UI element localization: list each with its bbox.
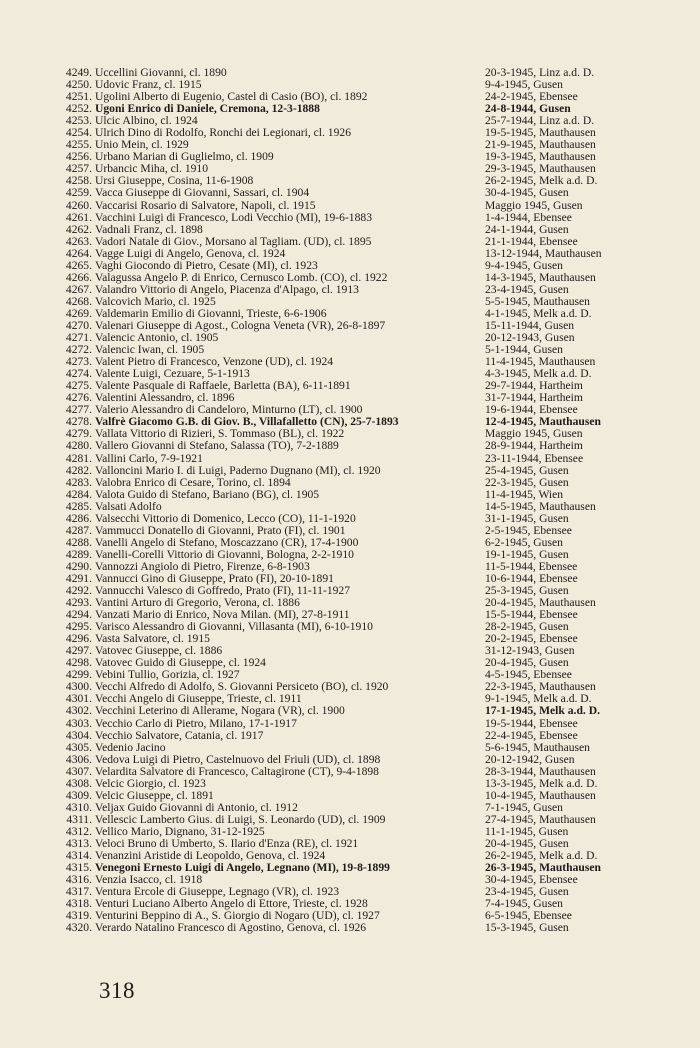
list-entry bbox=[52, 501, 652, 513]
list-entry bbox=[52, 922, 652, 934]
entry-death: 9-1-1945, Melk a.d. D. bbox=[485, 693, 592, 706]
entry-number: 4305. bbox=[65, 740, 92, 754]
entry-number: 4275. bbox=[65, 379, 92, 393]
entry-name: Vagge Luigi di Angelo, Genova, cl. 1924 bbox=[95, 247, 286, 260]
entry-number: 4261. bbox=[65, 210, 92, 224]
entry-number: 4276. bbox=[65, 391, 92, 405]
entry-number: 4312. bbox=[65, 824, 92, 838]
entry-death: 28-2-1945, Gusen bbox=[485, 621, 569, 634]
list-entry bbox=[52, 272, 652, 284]
entry-number: 4274. bbox=[65, 367, 92, 381]
entry-name: Vatovec Guido di Giuseppe, cl. 1924 bbox=[95, 657, 266, 670]
entry-name: Valencic Antonio, cl. 1905 bbox=[95, 332, 219, 345]
list-entry bbox=[52, 537, 652, 549]
list-entry bbox=[52, 705, 652, 717]
entry-death: 20-4-1945, Mauthausen bbox=[485, 597, 596, 610]
entry-name: Varisco Alessandro di Giovanni, Villasanta (MI), 6-10-1910 bbox=[95, 621, 373, 634]
entry-death: 4-1-1945, Melk a.d. D. bbox=[485, 307, 592, 320]
entry-number: 4267. bbox=[65, 282, 92, 296]
list-entry bbox=[52, 802, 652, 814]
entry-number: 4255. bbox=[65, 138, 92, 152]
entry-name: Valente Luigi, Cezuare, 5-1-1913 bbox=[95, 368, 250, 381]
list-entry bbox=[52, 127, 652, 139]
entry-name: Vecchi Alfredo di Adolfo, S. Giovanni Persiceto (BO), cl. 1920 bbox=[95, 681, 389, 694]
entry-number: 4263. bbox=[65, 234, 92, 248]
list-entry bbox=[52, 525, 652, 537]
list-entry bbox=[52, 826, 652, 838]
entry-name: Valloncini Mario I. di Luigi, Paderno Dugnano (MI), cl. 1920 bbox=[95, 464, 381, 477]
entry-name: Valsecchi Vittorio di Domenico, Lecco (CO), 11-1-1920 bbox=[95, 512, 356, 525]
entry-number: 4308. bbox=[65, 776, 92, 790]
list-entry bbox=[52, 67, 652, 79]
entry-name: Valdemarin Emilio di Giovanni, Trieste, 6-6-1906 bbox=[95, 307, 327, 320]
list-entry bbox=[52, 730, 652, 742]
entry-number: 4252. bbox=[65, 102, 92, 116]
entry-death: 20-3-1945, Linz a.d. D. bbox=[485, 67, 595, 79]
entry-death: 10-6-1944, Ebensee bbox=[485, 572, 578, 585]
entry-name: Vaghi Giocondo di Pietro, Cesate (MI), cl. 1923 bbox=[95, 259, 318, 272]
list-entry bbox=[52, 790, 652, 802]
entry-name: Ugolini Alberto di Eugenio, Castel di Casio (BO), cl. 1892 bbox=[95, 91, 368, 104]
list-entry bbox=[52, 862, 652, 874]
entry-death: 7-4-1945, Gusen bbox=[485, 898, 563, 911]
entry-name: Vacchini Luigi di Francesco, Lodi Vecchio (MI), 19-6-1883 bbox=[95, 211, 372, 224]
list-entry bbox=[52, 151, 652, 163]
entry-name: Vedova Luigi di Pietro, Castelnuovo del Friuli (UD), cl. 1898 bbox=[95, 753, 381, 766]
entry-number: 4295. bbox=[65, 620, 92, 634]
list-entry bbox=[52, 585, 652, 597]
entry-name: Vecchio Salvatore, Catania, cl. 1917 bbox=[95, 729, 264, 742]
list-entry bbox=[52, 224, 652, 236]
entry-death: 30-4-1945, Gusen bbox=[485, 187, 569, 200]
entry-death: 26-2-1945, Melk a.d. D. bbox=[485, 175, 598, 188]
list-entry bbox=[52, 513, 652, 525]
entry-death: 14-3-1945, Mauthausen bbox=[485, 271, 596, 284]
list-entry bbox=[52, 187, 652, 199]
entry-death: 19-5-1945, Mauthausen bbox=[485, 127, 596, 140]
list-entry bbox=[52, 597, 652, 609]
entry-death: 31-7-1944, Hartheim bbox=[485, 392, 583, 405]
entry-name: Vebini Tullio, Gorizia, cl. 1927 bbox=[95, 669, 240, 682]
entry-death: 19-1-1945, Gusen bbox=[485, 548, 569, 561]
entry-number: 4314. bbox=[65, 849, 92, 863]
entry-death: 9-4-1945, Gusen bbox=[485, 259, 563, 272]
entry-death: 22-3-1945, Mauthausen bbox=[485, 681, 596, 694]
entry-death: 19-6-1944, Ebensee bbox=[485, 404, 578, 417]
entry-number: 4270. bbox=[65, 318, 92, 332]
entry-name: Urbancic Miha, cl. 1910 bbox=[95, 163, 209, 176]
entry-name: Vacca Giuseppe di Giovanni, Sassari, cl. 1904 bbox=[95, 187, 310, 200]
entry-name: Valent Pietro di Francesco, Venzone (UD), cl. 1924 bbox=[95, 356, 334, 369]
entry-number: 4269. bbox=[65, 306, 92, 320]
entry-name: Vatovec Giuseppe, cl. 1886 bbox=[95, 645, 223, 658]
entry-death: 21-9-1945, Mauthausen bbox=[485, 139, 596, 152]
list-entry bbox=[52, 718, 652, 730]
entry-name: Udovic Franz, cl. 1915 bbox=[95, 79, 202, 92]
list-entry bbox=[52, 428, 652, 440]
entry-death: 20-2-1945, Ebensee bbox=[485, 633, 578, 646]
entry-name: Valcovich Mario, cl. 1925 bbox=[95, 295, 216, 308]
entry-death: 22-3-1945, Gusen bbox=[485, 476, 569, 489]
entry-name: Venanzini Aristide di Leopoldo, Genova, cl. 1924 bbox=[95, 850, 326, 863]
entry-name: Vedenio Jacino bbox=[95, 741, 166, 754]
list-entry bbox=[52, 79, 652, 91]
list-entry bbox=[52, 645, 652, 657]
entry-name: Vecchi Angelo di Giuseppe, Trieste, cl. 1911 bbox=[95, 693, 302, 706]
list-entry bbox=[52, 260, 652, 272]
entry-number: 4285. bbox=[65, 499, 92, 513]
entry-number: 4304. bbox=[65, 728, 92, 742]
entry-name: Valentini Alessandro, cl. 1896 bbox=[95, 392, 235, 405]
entry-number: 4271. bbox=[65, 331, 92, 345]
list-entry bbox=[52, 754, 652, 766]
list-entry bbox=[52, 633, 652, 645]
entry-number: 4310. bbox=[65, 800, 92, 814]
list-entry bbox=[52, 561, 652, 573]
list-entry bbox=[52, 693, 652, 705]
list-entry bbox=[52, 657, 652, 669]
entry-number: 4289. bbox=[65, 547, 92, 561]
entry-death: 29-3-1945, Mauthausen bbox=[485, 163, 596, 176]
entry-name: Unio Mein, cl. 1929 bbox=[95, 139, 189, 152]
entry-death: 5-6-1945, Mauthausen bbox=[485, 741, 590, 754]
entry-number: 4259. bbox=[65, 186, 92, 200]
entry-name: Velcic Giorgio, cl. 1923 bbox=[95, 777, 206, 790]
entry-death: 11-1-1945, Gusen bbox=[485, 825, 569, 838]
list-entry bbox=[52, 200, 652, 212]
entry-death: 19-3-1945, Mauthausen bbox=[485, 151, 596, 164]
entry-number: 4297. bbox=[65, 644, 92, 658]
entry-number: 4320. bbox=[65, 921, 92, 935]
entry-number: 4280. bbox=[65, 439, 92, 453]
entry-death: 7-1-1945, Gusen bbox=[485, 801, 563, 814]
entry-number: 4282. bbox=[65, 463, 92, 477]
list-entry bbox=[52, 874, 652, 886]
entry-death: 20-12-1942, Gusen bbox=[485, 753, 575, 766]
entry-name: Ugoni Enrico di Daniele, Cremona, 12-3-1888 bbox=[95, 103, 320, 116]
entry-number: 4317. bbox=[65, 885, 92, 899]
entry-death: 26-2-1945, Melk a.d. D. bbox=[485, 850, 598, 863]
entry-death: 1-4-1944, Ebensee bbox=[485, 211, 572, 224]
entry-death: 30-4-1945, Ebensee bbox=[485, 874, 578, 887]
entry-death: 24-8-1944, Gusen bbox=[485, 103, 571, 116]
entry-name: Vannucci Gino di Giuseppe, Prato (FI), 20-10-1891 bbox=[95, 572, 334, 585]
list-entry bbox=[52, 440, 652, 452]
entry-name: Vanzati Mario di Enrico, Nova Milan. (MI), 27-8-1911 bbox=[95, 609, 350, 622]
list-entry bbox=[52, 814, 652, 826]
entry-number: 4288. bbox=[65, 535, 92, 549]
list-entry bbox=[52, 248, 652, 260]
list-entry bbox=[52, 175, 652, 187]
entry-death: 21-1-1944, Ebensee bbox=[485, 235, 578, 248]
entry-name: Vecchio Carlo di Pietro, Milano, 17-1-1917 bbox=[95, 717, 297, 730]
entry-name: Valerio Alessandro di Candeloro, Minturno (LT), cl. 1900 bbox=[95, 404, 363, 417]
entry-name: Velcic Giuseppe, cl. 1891 bbox=[95, 789, 214, 802]
entry-name: Valota Guido di Stefano, Bariano (BG), cl. 1905 bbox=[95, 488, 320, 501]
entry-number: 4313. bbox=[65, 837, 92, 850]
entry-death: 19-5-1944, Ebensee bbox=[485, 717, 578, 730]
list-entry bbox=[52, 477, 652, 489]
list-entry bbox=[52, 404, 652, 416]
entry-death: 31-12-1943, Gusen bbox=[485, 645, 575, 658]
entry-number: 4256. bbox=[65, 150, 92, 164]
entry-number: 4273. bbox=[65, 355, 92, 369]
entry-death: 27-4-1945, Mauthausen bbox=[485, 813, 596, 826]
entry-name: Vadori Natale di Giov., Morsano al Tagliam. (UD), cl. 1895 bbox=[95, 235, 372, 248]
entry-name: Vallata Vittorio di Rizieri, S. Tommaso (BL), cl. 1922 bbox=[95, 428, 345, 441]
list-entry bbox=[52, 681, 652, 693]
entry-death: 24-2-1945, Ebensee bbox=[485, 91, 578, 104]
entry-number: 4258. bbox=[65, 174, 92, 188]
entry-number: 4315. bbox=[65, 861, 92, 875]
list-entry bbox=[52, 163, 652, 175]
entry-name: Valandro Vittorio di Angelo, Piacenza d'Alpago, cl. 1913 bbox=[95, 283, 359, 296]
entry-death: 23-4-1945, Gusen bbox=[485, 283, 569, 296]
entry-name: Vasta Salvatore, cl. 1915 bbox=[95, 633, 210, 646]
entry-number: 4272. bbox=[65, 343, 92, 357]
entry-name: Vanelli-Corelli Vittorio di Giovanni, Bologna, 2-2-1910 bbox=[95, 548, 354, 561]
entry-death: 6-5-1945, Ebensee bbox=[485, 910, 572, 923]
entry-number: 4253. bbox=[65, 114, 92, 128]
entry-death: 20-12-1943, Gusen bbox=[485, 332, 575, 345]
list-entry bbox=[52, 549, 652, 561]
entry-number: 4319. bbox=[65, 909, 92, 923]
entry-death: 26-3-1945, Mauthausen bbox=[485, 862, 601, 875]
entry-death: 15-3-1945, Gusen bbox=[485, 922, 569, 935]
entry-name: Valobra Enrico di Cesare, Torino, cl. 1894 bbox=[95, 476, 291, 489]
entry-death: 4-5-1945, Ebensee bbox=[485, 669, 572, 682]
entry-name: Venturini Beppino di A., S. Giorgio di Nogaro (UD), cl. 1927 bbox=[95, 910, 380, 923]
entry-number: 4278. bbox=[65, 415, 92, 429]
list-entry bbox=[52, 453, 652, 465]
list-entry bbox=[52, 332, 652, 344]
entry-number: 4286. bbox=[65, 511, 92, 525]
entry-number: 4284. bbox=[65, 487, 92, 501]
entry-death: 5-1-1944, Gusen bbox=[485, 344, 563, 357]
deportee-list bbox=[52, 67, 652, 934]
entry-name: Vellico Mario, Dignano, 31-12-1925 bbox=[95, 825, 265, 838]
entry-name: Vanelli Angelo di Stefano, Moscazzano (CR), 17-4-1900 bbox=[95, 536, 359, 549]
entry-name: Vellescic Lamberto Gius. di Luigi, S. Leonardo (UD), cl. 1909 bbox=[95, 813, 386, 826]
entry-number: 4268. bbox=[65, 294, 92, 308]
list-entry bbox=[52, 742, 652, 754]
entry-number: 4287. bbox=[65, 523, 92, 537]
entry-death: 23-4-1945, Gusen bbox=[485, 886, 569, 899]
entry-death: 23-11-1944, Ebensee bbox=[485, 452, 584, 465]
entry-number: 4291. bbox=[65, 571, 92, 585]
entry-name: Vammucci Donatello di Giovanni, Prato (FI), cl. 1901 bbox=[95, 524, 346, 537]
entry-death: 20-4-1945, Gusen bbox=[485, 838, 569, 850]
entry-name: Vannucchi Valesco di Goffredo, Prato (FI), 11-11-1927 bbox=[95, 585, 351, 598]
entry-number: 4298. bbox=[65, 656, 92, 670]
entry-number: 4264. bbox=[65, 246, 92, 260]
entry-name: Vecchini Leterino di Allerame, Nogara (VR), cl. 1900 bbox=[95, 705, 345, 718]
entry-name: Vallero Giovanni di Stefano, Salassa (TO), 7-2-1889 bbox=[95, 440, 339, 453]
entry-number: 4299. bbox=[65, 668, 92, 682]
list-entry bbox=[52, 308, 652, 320]
entry-death: Maggio 1945, Gusen bbox=[485, 199, 583, 212]
list-entry bbox=[52, 344, 652, 356]
entry-death: 15-11-1944, Gusen bbox=[485, 319, 575, 332]
list-entry bbox=[52, 838, 652, 850]
list-entry bbox=[52, 236, 652, 248]
list-entry bbox=[52, 212, 652, 224]
list-entry bbox=[52, 103, 652, 115]
entry-number: 4277. bbox=[65, 403, 92, 417]
entry-number: 4260. bbox=[65, 198, 92, 212]
entry-number: 4318. bbox=[65, 897, 92, 911]
entry-number: 4281. bbox=[65, 451, 92, 465]
entry-name: Valencic Iwan, cl. 1905 bbox=[95, 344, 205, 357]
entry-death: 25-4-1945, Gusen bbox=[485, 464, 569, 477]
entry-name: Venzia Isacco, cl. 1918 bbox=[95, 874, 203, 887]
entry-name: Vallini Carlo, 7-9-1921 bbox=[95, 452, 203, 465]
entry-death: 15-5-1944, Ebensee bbox=[485, 609, 578, 622]
list-entry bbox=[52, 115, 652, 127]
list-entry bbox=[52, 356, 652, 368]
entry-number: 4251. bbox=[65, 90, 92, 104]
entry-death: 4-3-1945, Melk a.d. D. bbox=[485, 368, 592, 381]
entry-number: 4307. bbox=[65, 764, 92, 778]
entry-number: 4262. bbox=[65, 222, 92, 236]
entry-name: Ulcic Albino, cl. 1924 bbox=[95, 115, 198, 128]
entry-number: 4254. bbox=[65, 126, 92, 140]
entry-name: Veljax Guido Giovanni di Antonio, cl. 1912 bbox=[95, 801, 298, 814]
entry-number: 4292. bbox=[65, 584, 92, 598]
entry-number: 4257. bbox=[65, 162, 92, 176]
list-entry bbox=[52, 392, 652, 404]
entry-death: 17-1-1945, Melk a.d. D. bbox=[485, 705, 600, 718]
entry-number: 4311. bbox=[66, 812, 92, 826]
list-entry bbox=[52, 778, 652, 790]
entry-death: 24-1-1944, Gusen bbox=[485, 223, 569, 236]
entry-number: 4265. bbox=[65, 258, 92, 272]
entry-name: Velardita Salvatore di Francesco, Caltagirone (CT), 9-4-1898 bbox=[95, 765, 379, 778]
entry-death: 11-5-1944, Ebensee bbox=[485, 560, 578, 573]
entry-name: Vantini Arturo di Gregorio, Verona, cl. 1886 bbox=[95, 597, 300, 610]
entry-number: 4296. bbox=[65, 632, 92, 646]
entry-name: Vadnali Franz, cl. 1898 bbox=[95, 223, 203, 236]
list-entry bbox=[52, 380, 652, 392]
entry-number: 4290. bbox=[65, 559, 92, 573]
entry-name: Valenari Giuseppe di Agost., Cologna Veneta (VR), 26-8-1897 bbox=[95, 319, 386, 332]
list-entry bbox=[52, 609, 652, 621]
entry-name: Vannozzi Angiolo di Pietro, Firenze, 6-8-1903 bbox=[95, 560, 310, 573]
entry-number: 4279. bbox=[65, 427, 92, 441]
list-entry bbox=[52, 416, 652, 428]
entry-name: Verardo Natalino Francesco di Agostino, Genova, cl. 1926 bbox=[95, 922, 367, 935]
entry-number: 4309. bbox=[65, 788, 92, 802]
entry-number: 4293. bbox=[65, 596, 92, 610]
entry-death: 25-3-1945, Gusen bbox=[485, 585, 569, 598]
entry-death: 5-5-1945, Mauthausen bbox=[485, 295, 590, 308]
list-entry bbox=[52, 898, 652, 910]
list-entry bbox=[52, 320, 652, 332]
entry-name: Valente Pasquale di Raffaele, Barletta (BA), 6-11-1891 bbox=[95, 380, 351, 393]
entry-death: 9-4-1945, Gusen bbox=[485, 79, 563, 92]
entry-name: Venegoni Ernesto Luigi di Angelo, Legnano (MI), 19-8-1899 bbox=[95, 862, 390, 875]
entry-death: 2-5-1945, Ebensee bbox=[485, 524, 572, 537]
entry-number: 4294. bbox=[65, 608, 92, 622]
entry-death: Maggio 1945, Gusen bbox=[485, 428, 583, 441]
list-entry bbox=[52, 621, 652, 633]
list-entry bbox=[52, 886, 652, 898]
entry-death: 14-5-1945, Mauthausen bbox=[485, 500, 596, 513]
entry-number: 4250. bbox=[65, 78, 92, 92]
entry-name: Urbano Marian di Guglielmo, cl. 1909 bbox=[95, 151, 274, 164]
entry-number: 4303. bbox=[65, 716, 92, 730]
list-entry bbox=[52, 91, 652, 103]
entry-death: 13-12-1944, Mauthausen bbox=[485, 247, 602, 260]
entry-number: 4316. bbox=[65, 873, 92, 887]
entry-death: 13-3-1945, Melk a.d. D. bbox=[485, 777, 598, 790]
list-entry bbox=[52, 139, 652, 151]
entry-death: 11-4-1945, Wien bbox=[485, 488, 564, 501]
list-entry bbox=[52, 573, 652, 585]
list-entry bbox=[52, 284, 652, 296]
entry-number: 4249. bbox=[65, 66, 92, 79]
entry-death: 20-4-1945, Gusen bbox=[485, 657, 569, 670]
list-entry bbox=[52, 368, 652, 380]
list-entry bbox=[52, 669, 652, 681]
entry-name: Valsati Adolfo bbox=[95, 500, 162, 513]
list-entry bbox=[52, 465, 652, 477]
entry-death: 10-4-1945, Mauthausen bbox=[485, 789, 596, 802]
entry-name: Valfrè Giacomo G.B. di Giov. B., Villafalletto (CN), 25-7-1893 bbox=[95, 416, 399, 429]
entry-name: Valagussa Angelo P. di Enrico, Cernusco Lomb. (CO), cl. 1922 bbox=[95, 271, 388, 284]
entry-name: Vaccarisi Rosario di Salvatore, Napoli, cl. 1915 bbox=[95, 199, 316, 212]
page-number: 318 bbox=[99, 978, 135, 1003]
entry-name: Veloci Bruno di Umberto, S. Ilario d'Enza (RE), cl. 1921 bbox=[95, 838, 359, 850]
entry-death: 12-4-1945, Mauthausen bbox=[485, 416, 601, 429]
list-entry bbox=[52, 296, 652, 308]
entry-name: Ursi Giuseppe, Cosina, 11-6-1908 bbox=[95, 175, 254, 188]
entry-number: 4302. bbox=[65, 704, 92, 718]
entry-death: 28-9-1944, Hartheim bbox=[485, 440, 583, 453]
entry-name: Uccellini Giovanni, cl. 1890 bbox=[95, 67, 227, 79]
entry-number: 4301. bbox=[65, 692, 92, 706]
entry-number: 4283. bbox=[65, 475, 92, 489]
entry-name: Ulrich Dino di Rodolfo, Ronchi dei Legionari, cl. 1926 bbox=[95, 127, 351, 140]
entry-number: 4300. bbox=[65, 680, 92, 694]
entry-death: 11-4-1945, Mauthausen bbox=[485, 356, 596, 369]
entry-death: 25-7-1944, Linz a.d. D. bbox=[485, 115, 595, 128]
entry-name: Venturi Luciano Alberto Angelo di Ettore, Trieste, cl. 1928 bbox=[95, 898, 368, 911]
list-entry bbox=[52, 489, 652, 501]
entry-number: 4306. bbox=[65, 752, 92, 766]
list-entry bbox=[52, 850, 652, 862]
entry-death: 28-3-1944, Mauthausen bbox=[485, 765, 596, 778]
entry-name: Ventura Ercole di Giuseppe, Legnago (VR), cl. 1923 bbox=[95, 886, 340, 899]
entry-death: 29-7-1944, Hartheim bbox=[485, 380, 583, 393]
entry-number: 4266. bbox=[65, 270, 92, 284]
list-entry bbox=[52, 766, 652, 778]
entry-death: 31-1-1945, Gusen bbox=[485, 512, 569, 525]
list-entry bbox=[52, 910, 652, 922]
entry-death: 6-2-1945, Gusen bbox=[485, 536, 563, 549]
entry-death: 22-4-1945, Ebensee bbox=[485, 729, 578, 742]
